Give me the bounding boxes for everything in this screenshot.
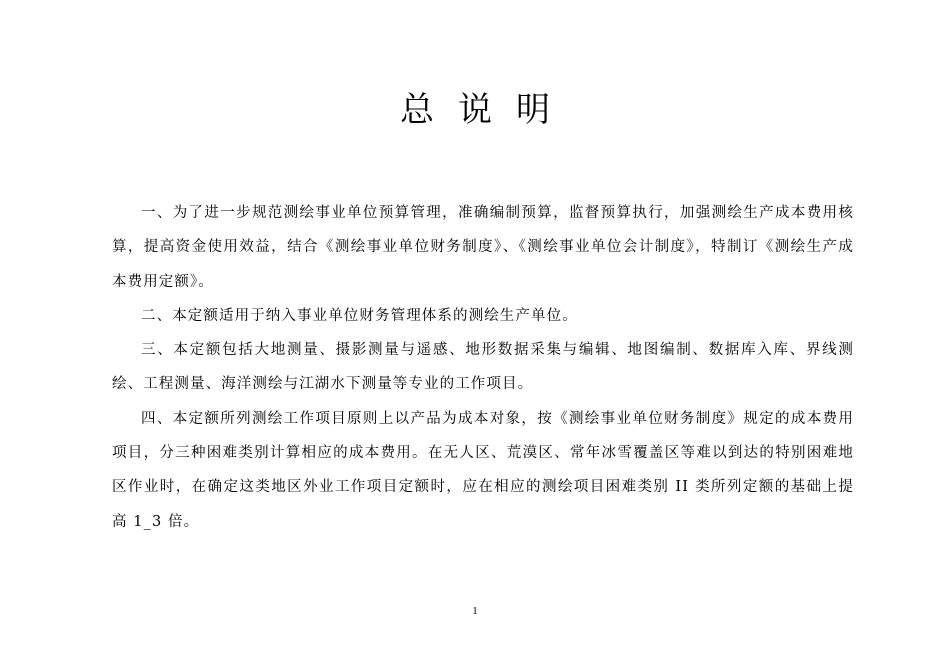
paragraph-1: 一、为了进一步规范测绘事业单位预算管理，准确编制预算，监督预算执行，加强测绘生产成本费用核算，提高资金使用效益，结合《测绘事业单位财务制度》、《测绘事业单位会计制度》，特制订《测绘生产成本费用定额》。	[112, 205, 854, 290]
paragraph-2: 二、本定额适用于纳入事业单位财务管理体系的测绘生产单位。	[141, 307, 578, 324]
page-number: 1	[472, 605, 478, 617]
paragraph-3: 三、本定额包括大地测量、摄影测量与遥感、地形数据采集与编辑、地图编制、数据库入库、界线测绘、工程测量、海洋测绘与江湖水下测量等专业的工作项目。	[112, 342, 854, 393]
document-body	[112, 196, 854, 539]
paragraph-4: 四、本定额所列测绘工作项目原则上以产品为成本对象，按《测绘事业单位财务制度》规定的成本费用项目，分三种困难类别计算相应的成本费用。在无人区、荒漠区、常年冰雪覆盖区等难以到达的特别困难地区作业时，在确定这类地区外业工作项目定额时，应在相应的测绘项目困难类别 II 类所列定额的基础上提高 1_3 倍。	[112, 410, 854, 530]
page-title: 总说明	[400, 90, 574, 130]
